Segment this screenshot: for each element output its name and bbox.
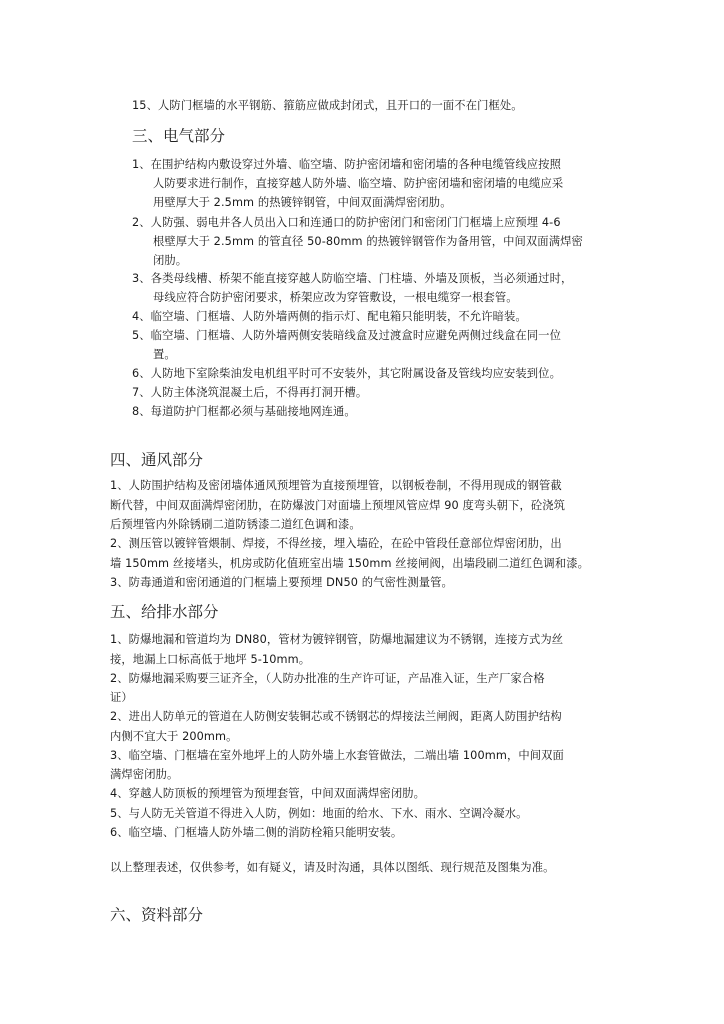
section-heading-plumbing: 五、给排水部分	[110, 603, 219, 621]
electrical-item-4: 4、临空墙、门框墙、人防外墙两侧的指示灯、配电箱只能明装，不允许暗装。	[132, 310, 527, 323]
electrical-item-2-line-1: 2、人防强、弱电井各人员出入口和连通口的防护密闭门和密闭门门框墙上应预埋 4-6	[132, 216, 561, 229]
electrical-item-2-line-3: 闭肋。	[153, 254, 188, 267]
plumbing-line: 接，地漏上口标高低于地坪 5-10mm。	[110, 653, 311, 666]
electrical-item-8: 8、每道防护门框都必须与基础接地网连通。	[132, 405, 356, 418]
section-heading-ventilation: 四、通风部分	[110, 451, 204, 469]
ventilation-line: 3、防毒通道和密闭通道的门框墙上要预埋 DN50 的气密性测量管。	[110, 576, 453, 589]
plumbing-line: 证）	[110, 691, 133, 704]
electrical-item-5-line-2: 置。	[153, 348, 176, 361]
electrical-item-2-line-2: 根壁厚大于 2.5mm 的管直径 50-80mm 的热镀锌钢管作为备用管，中间双面满焊密	[153, 235, 583, 248]
ventilation-line: 后预埋管内外除锈刷二道防锈漆二道红色调和漆。	[110, 518, 361, 531]
electrical-item-7: 7、人防主体浇筑混凝土后，不得再打洞开槽。	[132, 386, 368, 399]
plumbing-line: 4、穿越人防顶板的预埋管为预埋套管，中间双面满焊密闭肋。	[110, 787, 426, 800]
electrical-item-1-line-1: 1、在围护结构内敷设穿过外墙、临空墙、防护密闭墙和密闭墙的各种电缆管线应按照	[132, 158, 561, 171]
disclaimer-note: 以上整理表述，仅供参考，如有疑义，请及时沟通，具体以图纸、现行规范及图集为准。	[110, 861, 555, 874]
electrical-item-5-line-1: 5、临空墙、门框墙、人防外墙两侧安装暗线盒及过渡盒时应避免两侧过线盒在同一位	[132, 329, 561, 342]
plumbing-line: 3、临空墙、门框墙在室外地坪上的人防外墙上水套管做法，二端出墙 100mm，中间双面	[110, 749, 564, 762]
electrical-item-1-line-2: 人防要求进行制作，直接穿越人防外墙、临空墙、防护密闭墙和密闭墙的电缆应采	[153, 177, 564, 190]
electrical-item-3-line-1: 3、各类母线槽、桥架不能直接穿越人防临空墙、门柱墙、外墙及顶板，当必须通过时，	[132, 272, 573, 285]
section-heading-documents: 六、资料部分	[110, 906, 204, 924]
electrical-item-6: 6、人防地下室除柴油发电机组平时可不安装外，其它附属设备及管线均应安装到位。	[132, 367, 561, 380]
plumbing-line: 5、与人防无关管道不得进入人防，例如：地面的给水、下水、雨水、空调冷凝水。	[110, 807, 528, 820]
plumbing-line: 1、防爆地漏和管道均为 DN80，管材为镀锌钢管，防爆地漏建议为不锈钢，连接方式为丝	[110, 633, 564, 646]
section-heading-electrical: 三、电气部分	[132, 127, 226, 145]
plumbing-line: 2、进出人防单元的管道在人防侧安装铜芯或不锈钢芯的焊接法兰闸阀，距离人防围护结构	[110, 710, 562, 723]
ventilation-line: 1、人防围护结构及密闭墙体通风预埋管为直接预埋管，以钢板卷制，不得用现成的钢管截	[110, 479, 562, 492]
ventilation-line: 断代替，中间双面满焊密闭肋，在防爆波门对面墙上预埋风管应焊 90 度弯头朝下，砼浇筑	[110, 499, 566, 512]
electrical-item-3-line-2: 母线应符合防护密闭要求，桥架应改为穿管敷设，一根电缆穿一根套管。	[153, 291, 518, 304]
ventilation-line: 2、测压管以镀锌管煨制、焊接，不得丝接，埋入墙砼，在砼中管段任意部位焊密闭肋，出	[110, 537, 562, 550]
rebar-item-15: 15、人防门框墙的水平钢筋、箍筋应做成封闭式，且开口的一面不在门框处。	[132, 99, 523, 112]
ventilation-line: 墙 150mm 丝接堵头，机房或防化值班室出墙 150mm 丝接闸阀，出墙段刷二道红色调和漆。	[110, 557, 590, 570]
electrical-item-1-line-3: 用壁厚大于 2.5mm 的热镀锌钢管，中间双面满焊密闭肋。	[153, 196, 452, 209]
plumbing-line: 内侧不宜大于 200mm。	[110, 730, 238, 743]
plumbing-line: 6、临空墙、门框墙人防外墙二侧的消防栓箱只能明安装。	[110, 826, 403, 839]
plumbing-line: 2、防爆地漏采购要三证齐全，（人防办批准的生产许可证，产品准入证，生产厂家合格	[110, 672, 545, 685]
plumbing-line: 满焊密闭肋。	[110, 768, 179, 781]
